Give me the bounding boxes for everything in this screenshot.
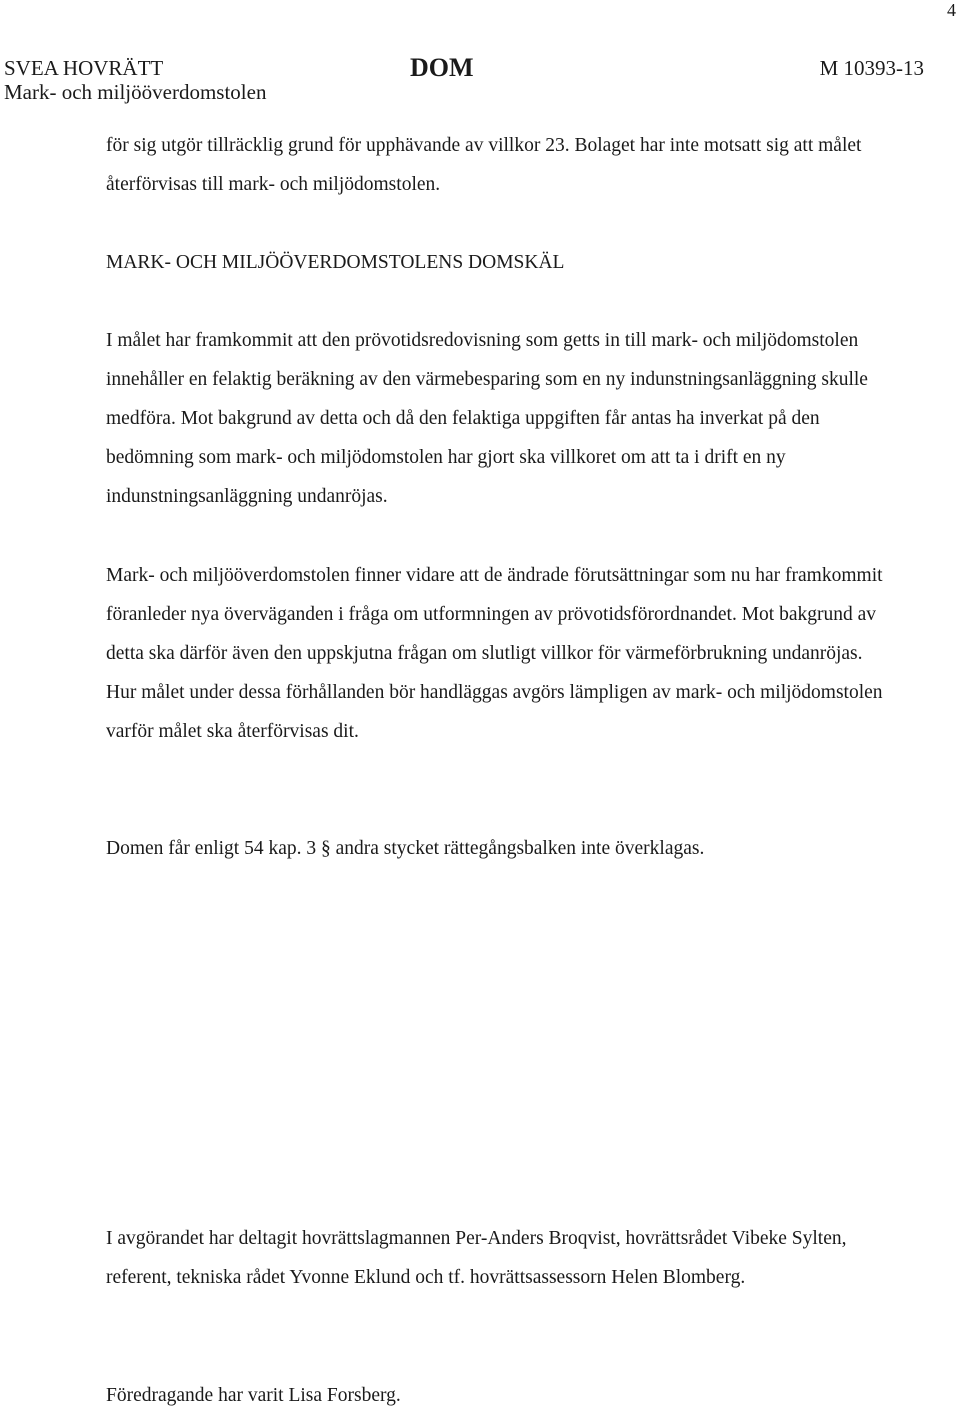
document-header [4,53,924,104]
court-division: Mark- och miljööverdomstolen [4,80,267,104]
appeal-paragraph: Domen får enligt 54 kap. 3 § andra stycket rättegångsbalken inte överklagas. [106,838,705,859]
rapporteur-paragraph: Föredragande har varit Lisa Forsberg. [106,1385,401,1406]
reasons-heading: MARK- OCH MILJÖÖVERDOMSTOLENS DOMSKÄL [106,252,565,273]
page-number: 4 [947,0,956,20]
document-type: DOM [410,53,474,82]
reasons-paragraph-2: Mark- och miljööverdomstolen finner vidare att de ändrade förutsättningar som nu har framkommit föranleder nya överväganden i fråga om utformningen av prövotidsförordnandet. Mot bakgrund av detta ska därför även den uppskjutna frågan om slutligt villkor för värmeförbrukning undanröjas. Hur målet under dessa förhållanden bör handläggas avgörs lämpligen av mark- och miljödomstolen varför målet ska återförvisas dit. [106,565,883,742]
case-number: M 10393-13 [819,56,924,80]
reasons-paragraph-1: I målet har framkommit att den prövotidsredovisning som getts in till mark- och miljödomstolen innehåller en felaktig beräkning av den värmebesparing som en ny indunstningsanläggning skulle medföra. Mot bakgrund av detta och då den felaktiga uppgiften får antas ha inverkat på den bedömning som mark- och miljödomstolen har gjort ska villkoret om att ta i drift en ny indunstningsanläggning undanröjas. [106,330,868,507]
intro-paragraph: för sig utgör tillräcklig grund för upphävande av villkor 23. Bolaget har inte motsatt sig att målet återförvisas till mark- och miljödomstolen. [106,135,862,195]
composition-paragraph: I avgörandet har deltagit hovrättslagmannen Per-Anders Broqvist, hovrättsrådet Vibeke Sylten, referent, tekniska rådet Yvonne Eklund och tf. hovrättsassessorn Helen Blomberg. [106,1228,847,1288]
court-name: SVEA HOVRÄTT [4,56,164,80]
